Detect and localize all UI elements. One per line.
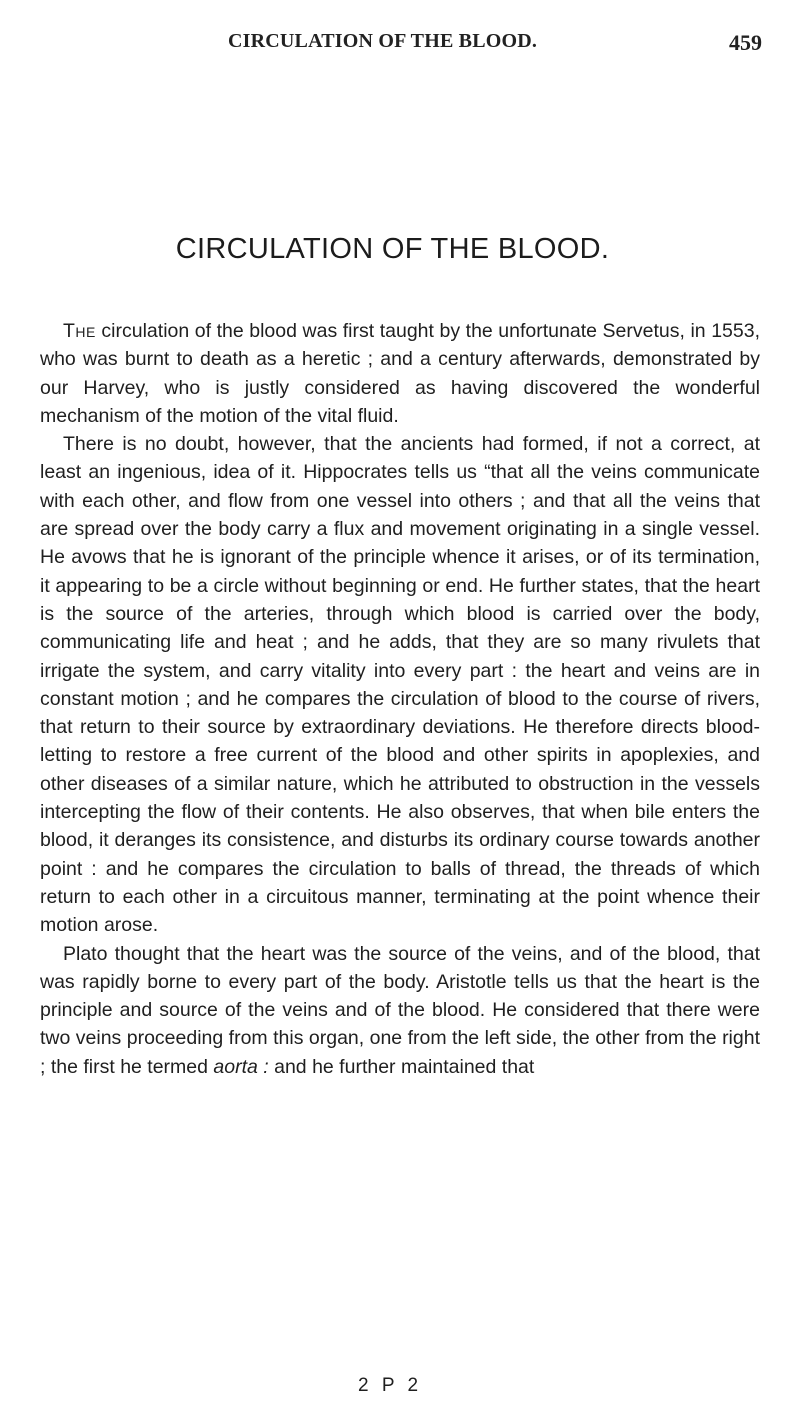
paragraph-1	[40, 317, 760, 430]
paragraph-text: and he further maintained that	[268, 1055, 535, 1078]
signature-mark: 2 P 2	[357, 1375, 423, 1396]
paragraph-2	[40, 430, 760, 939]
paragraph-lead-word: The	[63, 320, 96, 342]
paragraph-text: There is no doubt, however, that the ancients had formed, if not a correct, at least an ingenious, idea of it. Hippocrates tells us “that all the veins communicate with each other, and flow from one vessel into others ; and that all the veins that are spread over the body carry a flux and movement originating in a single vessel. He avows that he is ignorant of the principle whence it arises, or of its termination, it appearing to be a circle without beginning or end. He further states, that the heart is the source of the arteries, through which blood is carried over the body, communicating life and heat ; and he adds, that they are so many rivulets that irrigate the system, and carry vitality into every part : the heart and veins are in constant motion ; and he compares the circulation of blood to the course of rivers, that return to their source by extraordinary deviations. He therefore directs blood-letting to restore a free current of the blood and other spirits in apoplexies, and other diseases of a similar nature, which he attributed to obstruction in the vessels intercepting the flow of their contents. He also observes, that when bile enters the blood, it deranges its consistence, and disturbs its ordinary course towards another point : and he compares the circulation to balls of thread, the threads of which return to each other in a circuitous manner, terminating at the point whence their motion arose.	[40, 433, 760, 937]
paragraph-text: circulation of the blood was first taught by the unfortunate Servetus, in 1553, who was burnt to death as a heretic ; and a century afterwards, demonstrated by our Harvey, who is justly considered as having discovered the wonderful mechanism of the motion of the vital fluid.	[40, 320, 760, 427]
paragraph-3	[40, 940, 760, 1081]
running-head	[0, 30, 800, 60]
chapter-title: CIRCULATION OF THE BLOOD.	[175, 233, 610, 265]
page-number: 459	[729, 30, 762, 55]
body-text	[40, 317, 760, 1081]
paragraph-text: Plato thought that the heart was the source of the veins, and of the blood, that was rapidly borne to every part of the body. Aristotle tells us that the heart is the principle and source of the veins and of the blood. He considered that there were two veins proceeding from this organ, one from the left side, the other from the right ; the first he termed	[40, 942, 760, 1078]
italic-term: aorta :	[213, 1055, 269, 1078]
running-title: CIRCULATION OF THE BLOOD.	[228, 30, 538, 52]
